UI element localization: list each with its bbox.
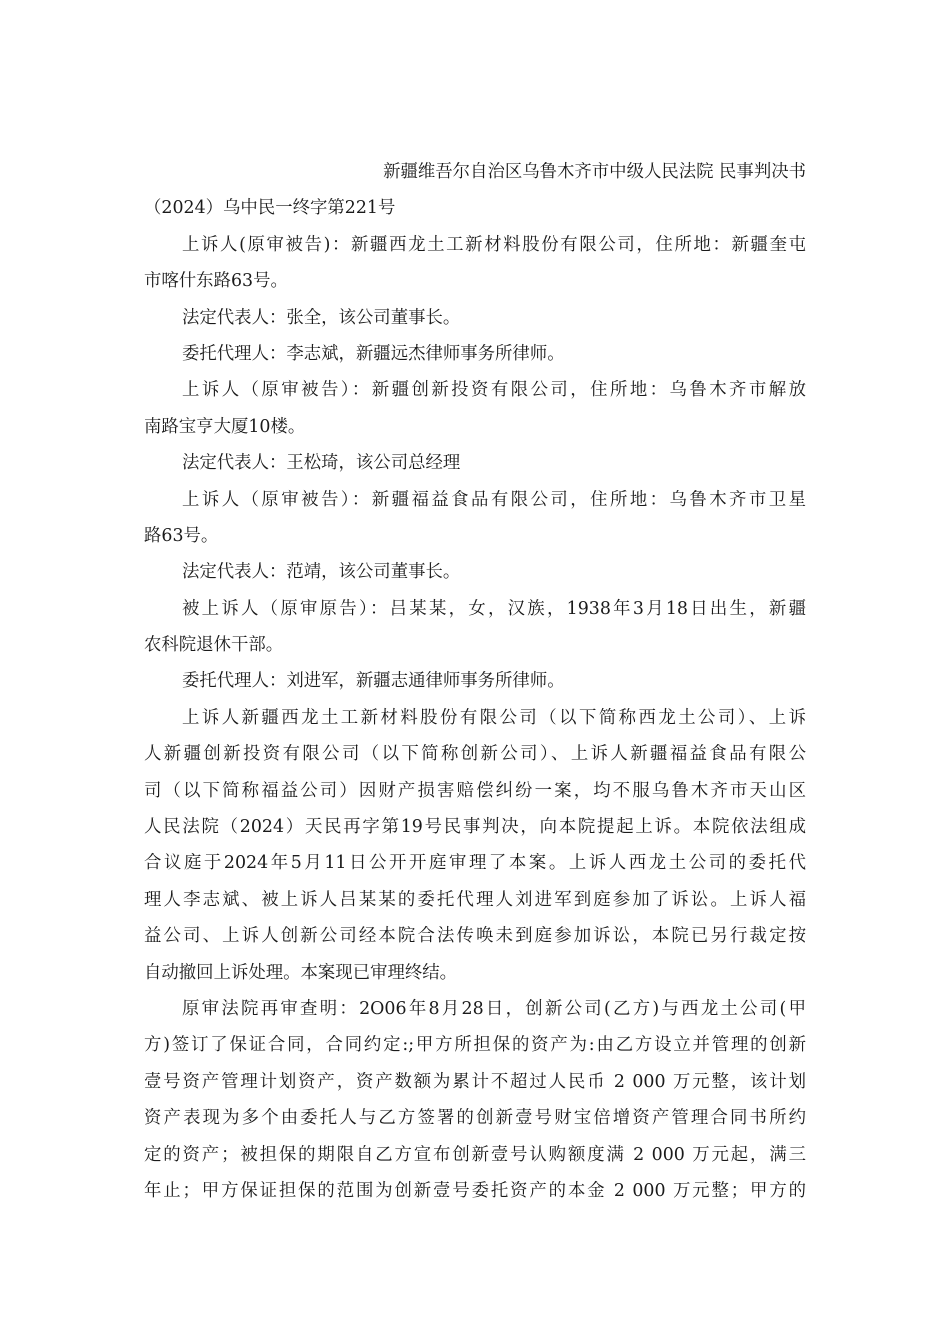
text-line: 上诉人(原审被告)：新疆西龙土工新材料股份有限公司，住所地：新疆奎屯	[182, 234, 806, 255]
text-line: 理人李志斌、被上诉人吕某某的委托代理人刘进军到庭参加了诉讼。上诉人福	[144, 889, 806, 910]
text-line: 市喀什东路63号。	[144, 271, 288, 292]
text-line: 上诉人（原审被告）：新疆福益食品有限公司，住所地：乌鲁木齐市卫星	[182, 489, 806, 510]
text-line: 壹号资产管理计划资产，资产数额为累计不超过人民币 2 000 万元整，该计划	[144, 1071, 806, 1092]
text-line: 南路宝亨大厦10楼。	[144, 416, 306, 437]
text-line: 自动撤回上诉处理。本案现已审理终结。	[144, 962, 458, 983]
text-line: 法定代表人：王松琦，该公司总经理	[182, 453, 461, 474]
judgment-document	[144, 154, 806, 1209]
text-line: 原审法院再审查明：2O06年8月28日，创新公司(乙方)与西龙土公司(甲	[182, 998, 806, 1019]
text-line: 法定代表人：张全，该公司董事长。	[182, 307, 461, 328]
text-line: 路63号。	[144, 525, 219, 546]
text-line: 委托代理人：李志斌，新疆远杰律师事务所律师。	[182, 343, 565, 364]
text-line: 资产表现为多个由委托人与乙方签署的创新壹号财宝倍增资产管理合同书所约	[144, 1108, 806, 1129]
text-line: 司（以下简称福益公司）因财产损害赔偿纠纷一案，均不服乌鲁木齐市天山区	[144, 780, 806, 801]
text-line: 法定代表人：范靖，该公司董事长。	[182, 562, 461, 583]
text-line: 上诉人（原审被告）：新疆创新投资有限公司，住所地：乌鲁木齐市解放	[182, 380, 806, 401]
text-line: 人民法院（2024）天民再字第19号民事判决，向本院提起上诉。本院依法组成	[144, 817, 806, 838]
text-line: 农科院退休干部。	[144, 635, 284, 656]
text-line: 人新疆创新投资有限公司（以下简称创新公司）、上诉人新疆福益食品有限公	[144, 744, 806, 765]
text-line: 年止；甲方保证担保的范围为创新壹号委托资产的本金 2 000 万元整；甲方的	[144, 1180, 806, 1201]
text-line: 上诉人新疆西龙土工新材料股份有限公司（以下简称西龙土公司）、上诉	[182, 707, 806, 728]
text-line: 方)签订了保证合同，合同约定:;甲方所担保的资产为:由乙方设立并管理的创新	[144, 1035, 806, 1056]
text-line: 定的资产；被担保的期限自乙方宣布创新壹号认购额度满 2 000 万元起，满三	[144, 1144, 806, 1165]
document-title: 新疆维吾尔自治区乌鲁木齐市中级人民法院 民事判决书	[383, 162, 806, 182]
text-line: 委托代理人：刘进军，新疆志通律师事务所律师。	[182, 671, 565, 692]
text-line: 被上诉人（原审原告）：吕某某，女，汉族，1938年3月18日出生，新疆	[182, 598, 806, 619]
text-line: 益公司、上诉人创新公司经本院合法传唤未到庭参加诉讼，本院已另行裁定按	[144, 926, 806, 947]
text-line: 合议庭于2024年5月11日公开开庭审理了本案。上诉人西龙土公司的委托代	[144, 853, 806, 874]
text-line: （2024）乌中民一终字第221号	[144, 198, 396, 219]
